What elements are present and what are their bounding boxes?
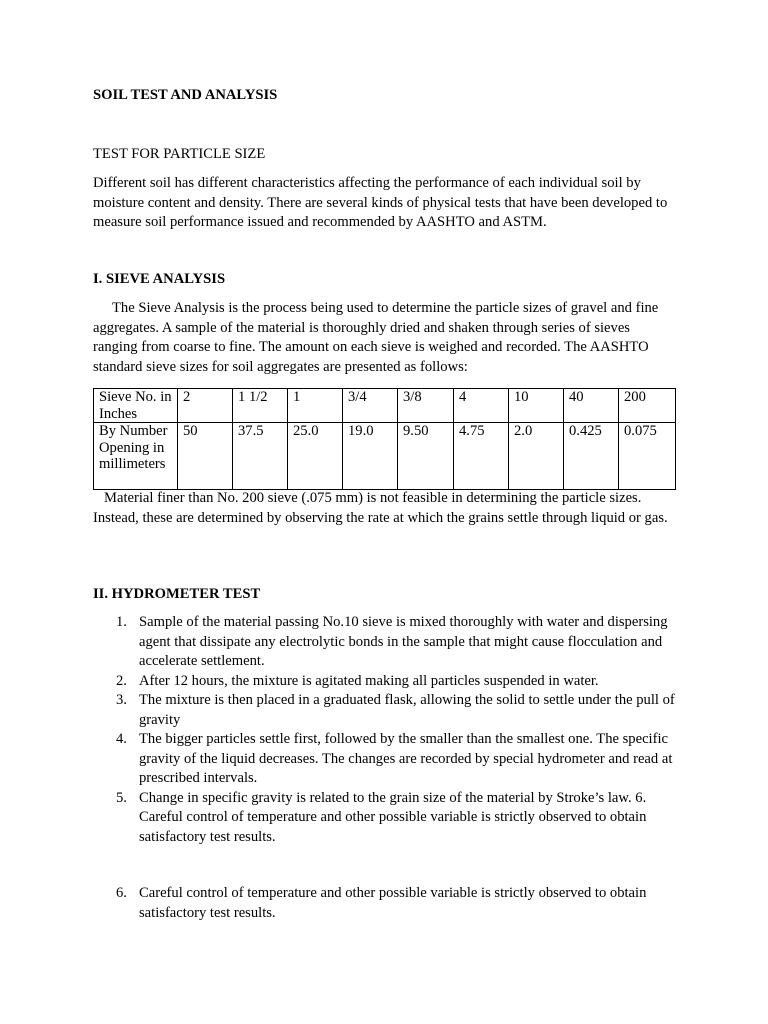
table-cell: 25.0 [288, 423, 343, 490]
list-number: 4. [116, 731, 127, 747]
sieve-note: Material finer than No. 200 sieve (.075 mm) is not feasible in determining the particle sizes. Instead, these are determined by observing the rate at which the grains settle through liquid or gas. [93, 490, 668, 526]
table-cell: 37.5 [233, 423, 288, 490]
table-cell: 0.075 [619, 423, 676, 490]
list-item-text: After 12 hours, the mixture is agitated making all particles suspended in water. [139, 672, 599, 689]
section-subtitle: TEST FOR PARTICLE SIZE [93, 146, 266, 162]
list-item [93, 691, 675, 730]
list-item-text: The bigger particles settle first, followed by the smaller than the smallest one. The specific gravity of the liquid decreases. The changes are recorded by special hydrometer and read at prescribed intervals. [139, 731, 673, 786]
table-cell: 4.75 [454, 423, 509, 490]
table-cell: 10 [509, 389, 564, 423]
table-row [94, 389, 676, 423]
list-number: 2. [116, 672, 127, 689]
hydrometer-steps-list [93, 613, 675, 847]
list-item-text: Change in specific gravity is related to the grain size of the material by Stroke’s law. 6. Careful control of temperature and other possible variable is strictly observed to obtain satisfactory test results. [139, 789, 647, 845]
table-cell: By Number Opening in millimeters [94, 423, 178, 490]
table-cell: 4 [454, 389, 509, 423]
list-number: 6. [116, 885, 127, 901]
sieve-heading: I. SIEVE ANALYSIS [93, 271, 226, 287]
table-cell: 50 [178, 423, 233, 490]
list-number: 3. [116, 692, 127, 708]
document-title: SOIL TEST AND ANALYSIS [93, 87, 278, 103]
list-item-text: Careful control of temperature and other possible variable is strictly observed to obtain satisfactory test results. [139, 885, 647, 921]
table-cell: 3/4 [343, 389, 398, 423]
intro-paragraph: Different soil has different characteristics affecting the performance of each individual soil by moisture content and density. There are several kinds of physical tests that have been developed to measure soil performance issued and recommended by AASHTO and ASTM. [93, 175, 668, 230]
table-cell: 2 [178, 389, 233, 423]
list-item [93, 730, 675, 789]
table-cell: 3/8 [398, 389, 454, 423]
table-cell: 19.0 [343, 423, 398, 490]
table-cell: 0.425 [564, 423, 619, 490]
table-cell: 9.50 [398, 423, 454, 490]
list-item [93, 672, 675, 692]
list-item [93, 613, 675, 672]
hydrometer-final-step [93, 884, 675, 923]
sieve-paragraph: The Sieve Analysis is the process being used to determine the particle sizes of gravel and fine aggregates. A sample of the material is thoroughly dried and shaken through series of sieves ranging from coarse to fine. The amount on each sieve is weighed and recorded. The AASHTO standard sieve sizes for soil aggregates are presented as follows: [93, 300, 659, 375]
table-cell: 2.0 [509, 423, 564, 490]
table-cell: 200 [619, 389, 676, 423]
list-item [93, 884, 675, 923]
table-cell: 1 [288, 389, 343, 423]
table-cell: Sieve No. in Inches [94, 389, 178, 423]
list-item-text: The mixture is then placed in a graduated flask, allowing the solid to settle under the pull of gravity [139, 692, 675, 728]
list-number: 5. [116, 789, 127, 806]
list-item-text: Sample of the material passing No.10 sieve is mixed thoroughly with water and dispersing agent that dissipate any electrolytic bonds in the sample that might cause flocculation and accelerate settlement. [139, 614, 668, 669]
table-cell: 1 1/2 [233, 389, 288, 423]
table-row [94, 423, 676, 490]
sieve-size-table [93, 388, 676, 490]
list-item [93, 789, 675, 848]
table-cell: 40 [564, 389, 619, 423]
list-number: 1. [116, 614, 127, 630]
hydrometer-heading: II. HYDROMETER TEST [93, 586, 261, 602]
